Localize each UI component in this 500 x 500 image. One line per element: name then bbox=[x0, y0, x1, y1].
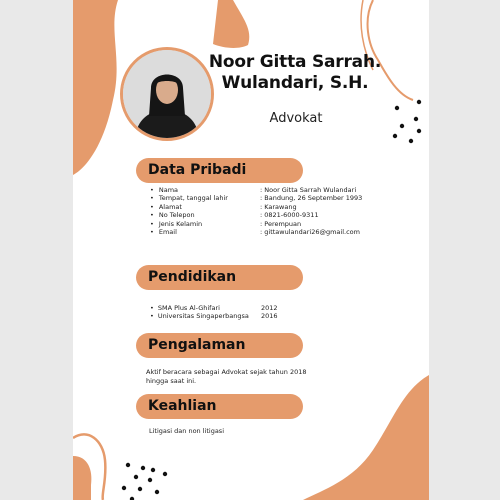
education-list bbox=[150, 304, 278, 321]
personal-data-list bbox=[150, 186, 362, 236]
field-label: • Jenis Kelamin bbox=[150, 220, 260, 228]
field-label: • No Telepon bbox=[150, 211, 260, 219]
profile-photo bbox=[120, 47, 214, 141]
experience-text: Aktif beracara sebagai Advokat sejak tahun 2018 hingga saat ini. bbox=[146, 368, 307, 385]
school-name: • SMA Plus Al-Ghifari bbox=[150, 304, 261, 312]
field-value: : gittawulandari26@gmail.com bbox=[260, 228, 360, 237]
resume-page bbox=[73, 0, 429, 500]
section-skills-header: Keahlian bbox=[136, 394, 303, 419]
section-education-header: Pendidikan bbox=[136, 265, 303, 290]
field-label: • Tempat, tanggal lahir bbox=[150, 194, 260, 202]
school-year: 2016 bbox=[261, 312, 278, 321]
list-item bbox=[150, 304, 278, 312]
list-item bbox=[150, 194, 362, 202]
list-item bbox=[150, 203, 362, 211]
school-year: 2012 bbox=[261, 304, 278, 312]
bottom-right-blob bbox=[303, 375, 429, 500]
profession: Advokat bbox=[269, 111, 323, 126]
field-label: • Email bbox=[150, 228, 260, 236]
right-dots bbox=[393, 100, 421, 143]
bottom-dots bbox=[122, 463, 167, 500]
field-label: • Alamat bbox=[150, 203, 260, 211]
school-name: • Universitas Singaperbangsa bbox=[150, 312, 261, 320]
bottom-left-blob bbox=[73, 456, 91, 500]
top-left-blob bbox=[73, 0, 118, 175]
field-value: : Noor Gitta Sarrah Wulandari bbox=[260, 186, 357, 194]
skills-text: Litigasi dan non litigasi bbox=[149, 427, 224, 435]
top-right-blob bbox=[213, 0, 249, 48]
field-value: : Perempuan bbox=[260, 219, 302, 228]
list-item bbox=[150, 220, 362, 228]
field-value: : Karawang bbox=[260, 202, 297, 211]
section-experience-header: Pengalaman bbox=[136, 333, 303, 358]
full-name: Noor Gitta Sarrah. Wulandari, S.H. bbox=[208, 52, 382, 93]
person-avatar-icon bbox=[123, 50, 211, 138]
field-label: • Nama bbox=[150, 186, 260, 194]
list-item bbox=[150, 228, 362, 236]
section-personal-header: Data Pribadi bbox=[136, 158, 303, 183]
list-item bbox=[150, 186, 362, 194]
list-item bbox=[150, 211, 362, 219]
field-value: : 0821-6000-9311 bbox=[260, 211, 319, 220]
list-item bbox=[150, 312, 278, 320]
field-value: : Bandung, 26 September 1993 bbox=[260, 194, 363, 203]
